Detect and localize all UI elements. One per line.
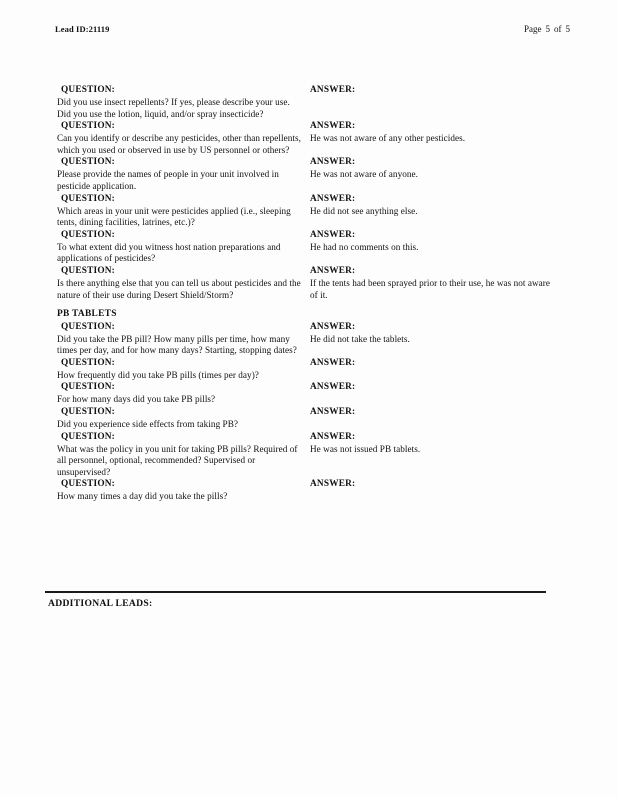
answer-text: If the tents had been sprayed prior to their use, he was not aware of it. [310, 277, 551, 300]
qa-row [57, 193, 561, 229]
answer-cell [310, 357, 555, 370]
answer-label: ANSWER: [310, 121, 356, 132]
question-text: Did you experience side effects from taking PB? [57, 418, 239, 429]
qa-row [57, 321, 561, 357]
question-label: QUESTION: [61, 121, 115, 132]
answer-text: He was not aware of anyone. [310, 169, 418, 180]
qa-inner [57, 156, 561, 192]
qa-row [57, 156, 561, 192]
answer-label: ANSWER: [310, 382, 356, 393]
answer-text: He was not issued PB tablets. [310, 443, 421, 454]
qa-inner [57, 381, 561, 406]
question-cell [57, 229, 310, 265]
answer-label: ANSWER: [310, 265, 356, 276]
question-text: How many times a day did you take the pills? [57, 491, 228, 502]
lead-id-text: Lead ID:21119 [55, 24, 110, 34]
answer-label: ANSWER: [310, 193, 356, 204]
answer-cell [310, 431, 555, 456]
qa-row [57, 431, 561, 479]
question-cell [57, 156, 310, 192]
answer-label: ANSWER: [310, 406, 356, 417]
qa-body [57, 84, 561, 503]
question-cell [57, 406, 310, 431]
answer-label: ANSWER: [310, 85, 356, 95]
question-label: QUESTION: [61, 357, 115, 368]
question-cell [57, 193, 310, 229]
answer-cell [310, 381, 555, 394]
qa-row [57, 357, 561, 382]
question-cell [57, 478, 310, 503]
page-number-text [524, 24, 574, 34]
question-text: To what extent did you witness host nation preparations and applications of pesticides? [57, 241, 281, 264]
question-label: QUESTION: [61, 265, 115, 276]
question-cell [57, 265, 310, 301]
answer-cell [310, 120, 555, 145]
question-label: QUESTION: [61, 321, 115, 332]
qa-row [57, 229, 561, 265]
page-label: Page [524, 24, 542, 34]
question-text: Can you identify or describe any pesticides, other than repellents, which you used or observed in use by US personnel or others? [57, 133, 301, 155]
page-header [55, 24, 574, 40]
question-text: Which areas in your unit were pesticides applied (i.e., sleeping tents, dining facilities, latrines, etc.)? [57, 205, 291, 228]
qa-inner [57, 84, 561, 120]
question-cell [57, 321, 310, 357]
question-text: Did you use insect repellents? If yes, please describe your use. Did you use the lotion, liquid, and/or spray insecticide? [57, 97, 290, 119]
question-text: What was the policy in you unit for taking PB pills? Required of all personnel, optional, recommended? Supervised or unsupervised? [57, 443, 298, 477]
question-label: QUESTION: [61, 193, 115, 204]
question-label: QUESTION: [61, 229, 115, 240]
question-cell [57, 357, 310, 382]
answer-label: ANSWER: [310, 321, 356, 332]
answer-text: He did not take the tablets. [310, 333, 410, 344]
qa-inner [57, 120, 561, 156]
qa-inner [57, 229, 561, 265]
question-label: QUESTION: [61, 157, 115, 168]
question-cell [57, 84, 310, 120]
question-label: QUESTION: [61, 85, 115, 95]
qa-row [57, 406, 561, 431]
answer-cell [310, 229, 555, 254]
additional-leads-heading: ADDITIONAL LEADS: [48, 598, 153, 609]
answer-text: He had no comments on this. [310, 241, 419, 252]
answer-cell [310, 193, 555, 218]
sections-container [57, 84, 561, 503]
qa-row [57, 381, 561, 406]
question-text: Did you take the PB pill? How many pills per time, how many times per day, and for how many days? Starting, stopping dates? [57, 333, 297, 356]
answer-cell [310, 406, 555, 419]
answer-label: ANSWER: [310, 357, 356, 368]
footer-divider [45, 591, 546, 593]
question-cell [57, 431, 310, 479]
qa-row [57, 265, 561, 302]
answer-label: ANSWER: [310, 479, 356, 490]
page-current: 5 [545, 24, 550, 34]
answer-text: He was not aware of any other pesticides. [310, 133, 466, 144]
question-cell [57, 381, 310, 406]
question-label: QUESTION: [61, 382, 115, 393]
answer-text: He did not see anything else. [310, 205, 418, 216]
answer-label: ANSWER: [310, 431, 356, 442]
question-label: QUESTION: [61, 431, 115, 442]
qa-inner [57, 265, 561, 302]
qa-inner [57, 357, 561, 382]
qa-inner [57, 321, 561, 357]
answer-cell [310, 265, 555, 302]
answer-cell [310, 478, 555, 491]
qa-row [57, 478, 561, 503]
answer-label: ANSWER: [310, 229, 356, 240]
page-total: 5 [565, 24, 570, 34]
section-heading: PB TABLETS [57, 308, 117, 319]
answer-cell [310, 156, 555, 181]
qa-row [57, 84, 561, 120]
answer-cell [310, 321, 555, 346]
question-text: How frequently did you take PB pills (times per day)? [57, 369, 259, 380]
qa-inner [57, 193, 561, 229]
question-text: Is there anything else that you can tell us about pesticides and the nature of their use during Desert Shield/Storm? [57, 277, 301, 300]
qa-inner [57, 478, 561, 503]
qa-inner [57, 431, 561, 479]
question-text: For how many days did you take PB pills? [57, 394, 216, 405]
page-of: of [554, 24, 562, 34]
question-cell [57, 120, 310, 156]
question-label: QUESTION: [61, 479, 115, 490]
qa-inner [57, 406, 561, 431]
question-label: QUESTION: [61, 406, 115, 417]
answer-cell [310, 84, 555, 97]
answer-label: ANSWER: [310, 157, 356, 168]
qa-row [57, 120, 561, 156]
question-text: Please provide the names of people in your unit involved in pesticide application. [57, 169, 279, 191]
